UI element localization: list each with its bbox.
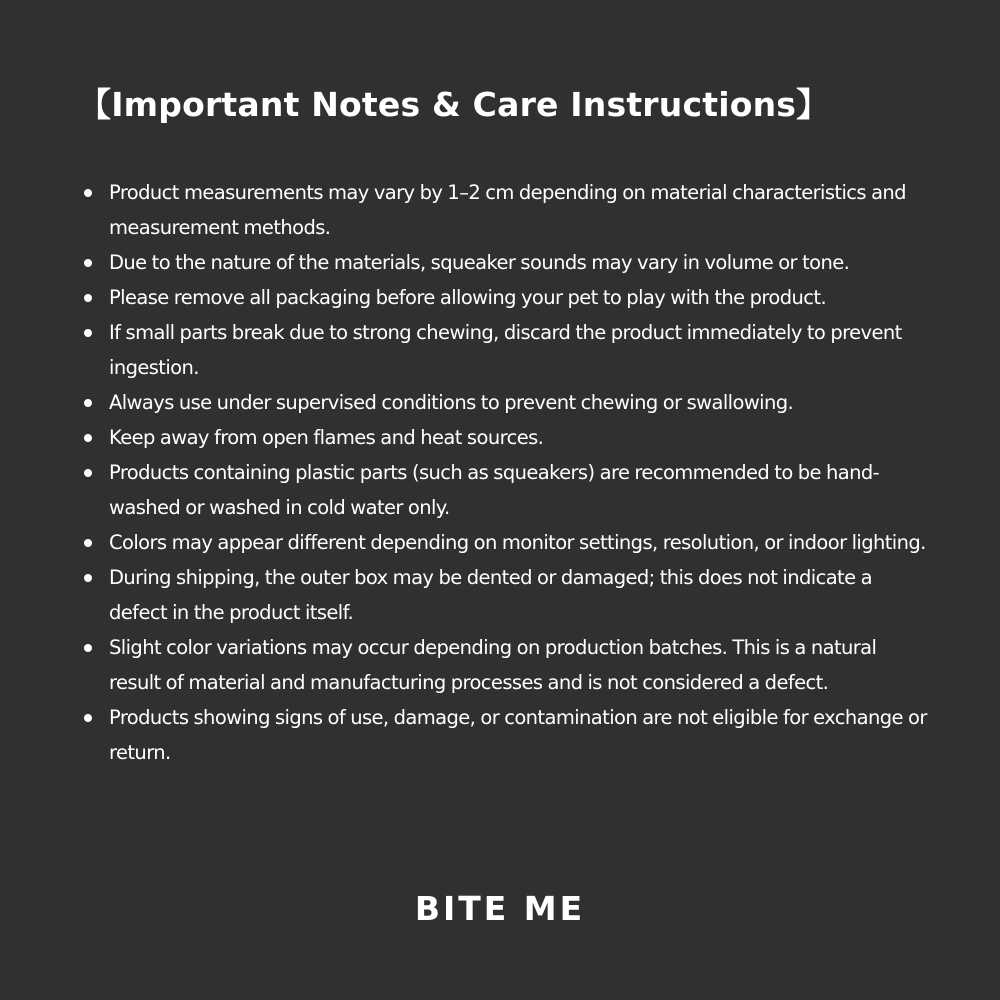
list-item: Due to the nature of the materials, squeaker sounds may vary in volume or tone. bbox=[80, 245, 930, 280]
brand-logo-text: BITE ME bbox=[414, 889, 586, 928]
list-item: Slight color variations may occur depending on production batches. This is a natural result of material and manufacturing processes and is not considered a defect. bbox=[80, 630, 930, 700]
list-item: Products containing plastic parts (such as squeakers) are recommended to be hand-washed or washed in cold water only. bbox=[80, 455, 930, 525]
list-item: Colors may appear different depending on monitor settings, resolution, or indoor lighting. bbox=[80, 525, 930, 560]
page-title: 【Important Notes & Care Instructions】 bbox=[78, 85, 830, 124]
list-item: Products showing signs of use, damage, or contamination are not eligible for exchange or return. bbox=[80, 700, 930, 770]
list-item: Always use under supervised conditions to prevent chewing or swallowing. bbox=[80, 385, 930, 420]
notes-list bbox=[80, 175, 930, 770]
list-item: Keep away from open flames and heat sources. bbox=[80, 420, 930, 455]
list-item: Product measurements may vary by 1–2 cm depending on material characteristics and measurement methods. bbox=[80, 175, 930, 245]
list-item: Please remove all packaging before allowing your pet to play with the product. bbox=[80, 280, 930, 315]
list-item: If small parts break due to strong chewing, discard the product immediately to prevent ingestion. bbox=[80, 315, 930, 385]
list-item: During shipping, the outer box may be dented or damaged; this does not indicate a defect in the product itself. bbox=[80, 560, 930, 630]
